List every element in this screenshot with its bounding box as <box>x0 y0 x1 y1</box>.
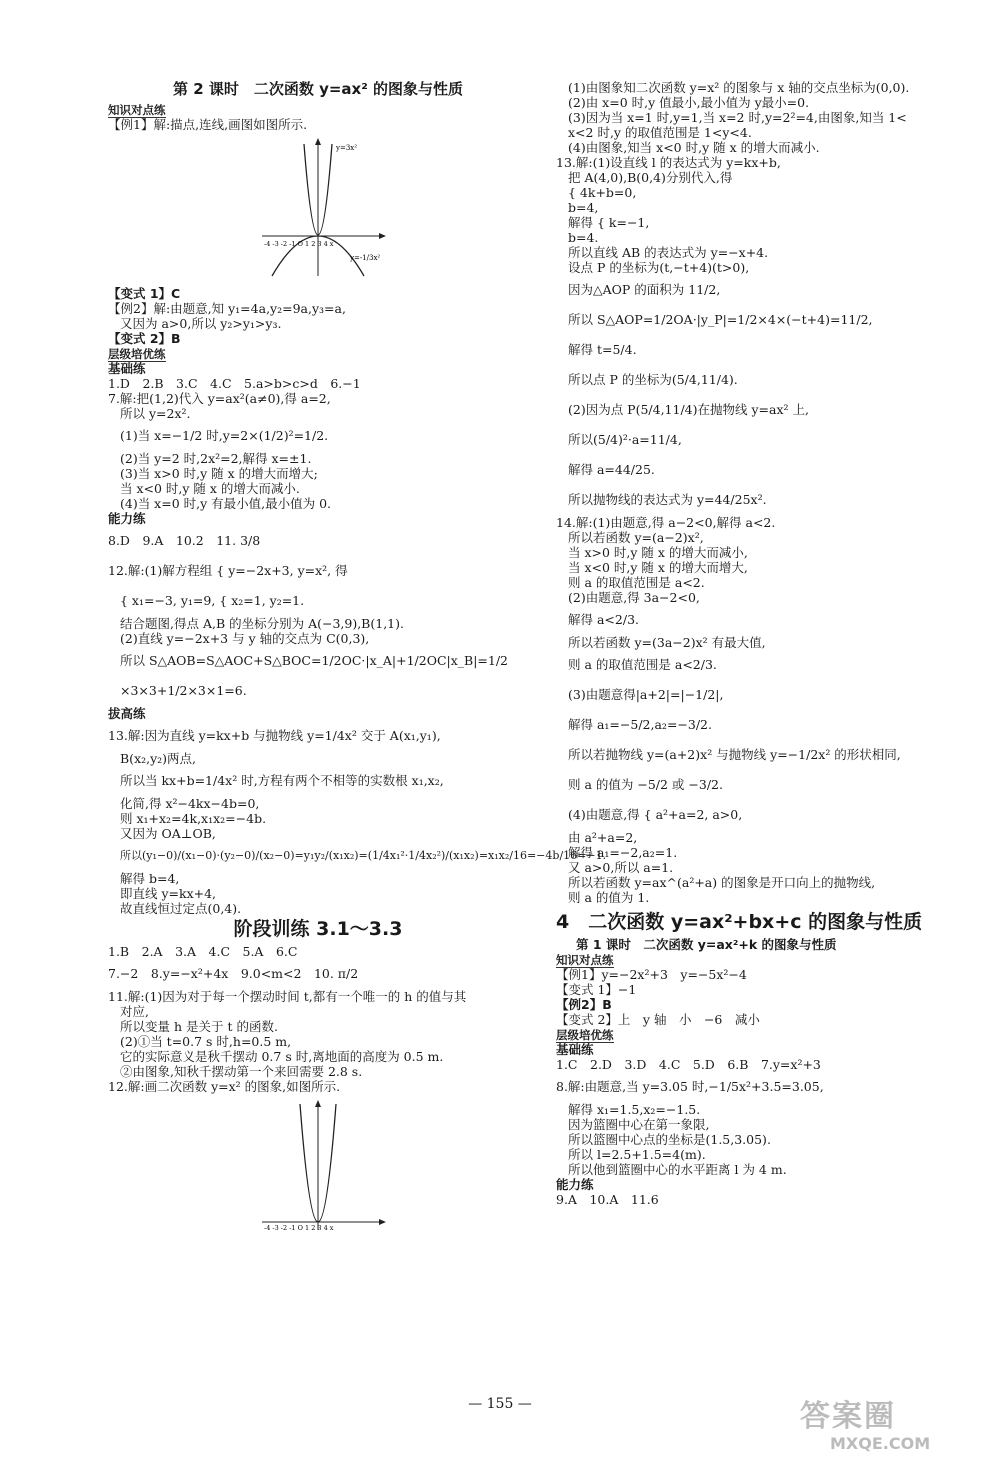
section-expand: 拔高练 <box>108 706 146 721</box>
example-2-a: 【例2】解:由题意,知 y₁=4a,y₂=9a,y₃=a, <box>108 301 346 316</box>
s11-line-5: 它的实际意义是秋千摆动 0.7 s 时,离地面的高度为 0.5 m. <box>120 1049 444 1064</box>
s11-line-1: 11.解:(1)因为对于每一个摆动时间 t,都有一个唯一的 h 的值与其 <box>108 989 467 1004</box>
r14-line-15: 由 a²+a=2, <box>568 830 638 845</box>
q7-line-5: (3)当 x>0 时,y 随 x 的增大而增大; <box>120 466 318 481</box>
q8-line-1: 8.解:由题意,当 y=3.05 时,−1/5x²+3.5=3.05, <box>556 1079 824 1094</box>
q12-line-6: ×3×3+1/2×3×1=6. <box>120 683 247 698</box>
r14-line-14: (4)由题意,得 { a²+a=2, a>0, <box>568 807 743 822</box>
parabola-graph-1 <box>258 136 388 278</box>
r13-line-11: 解得 t=5/4. <box>568 342 637 357</box>
variant-1: 【变式 1】C <box>108 286 181 301</box>
right-column <box>556 80 976 1207</box>
lesson-title: 第 2 课时 二次函数 y=ax² 的图象与性质 <box>172 80 464 98</box>
r-line-3: (3)因为当 x=1 时,y=1,当 x=2 时,y=2²=4,由图象,知当 1< <box>568 110 907 125</box>
q7-line-7: (4)当 x=0 时,y 有最小值,最小值为 0. <box>120 496 332 511</box>
section-basic-right: 基础练 <box>556 1042 594 1057</box>
r14-line-11: 解得 a₁=−5/2,a₂=−3/2. <box>568 717 712 732</box>
watermark-line-1: 答案圈 <box>800 1399 896 1434</box>
s11-line-3: 所以变量 h 是关于 t 的函数. <box>120 1019 278 1034</box>
example-1: 【例1】解:描点,连线,画图如图所示. <box>108 117 308 132</box>
r13-line-3: { 4k+b=0, <box>568 185 637 200</box>
r14-line-19: 则 a 的值为 1. <box>568 890 650 905</box>
q8-line-6: 所以他到篮圈中心的水平距离 l 为 4 m. <box>568 1162 787 1177</box>
r14-line-4: 当 x<0 时,y 随 x 的增大而增大, <box>568 560 748 575</box>
stage-title: 阶段训练 3.1～3.3 <box>233 918 403 940</box>
graph1-label-top: y=3x² <box>336 144 358 152</box>
q8-line-2: 解得 x₁=1.5,x₂=−1.5. <box>568 1102 701 1117</box>
r-line-4: x<2 时,y 的取值范围是 1<y<4. <box>568 125 752 140</box>
r13-line-9: 因为△AOP 的面积为 11/2, <box>568 282 721 297</box>
right-variant-1: 【变式 1】−1 <box>556 982 637 997</box>
q7-line-4: (2)当 y=2 时,2x²=2,解得 x=±1. <box>120 451 312 466</box>
r-line-5: (4)由图象,知当 x<0 时,y 随 x 的增大而减小. <box>568 140 820 155</box>
r13-line-5: 解得 { k=−1, <box>568 215 650 230</box>
right-variant-2: 【变式 2】上 y 轴 小 −6 减小 <box>556 1012 760 1027</box>
q12-line-4: (2)直线 y=−2x+3 与 y 轴的交点为 C(0,3), <box>120 631 370 646</box>
s11-line-6: ②由图象,知秋千摆动第一个来回需要 2.8 s. <box>120 1064 363 1079</box>
watermark-logo <box>800 1400 990 1460</box>
graph-2 <box>108 1098 528 1234</box>
q8-line-5: 所以 l=2.5+1.5=4(m). <box>568 1147 706 1162</box>
q13-line-5: 则 x₁+x₂=4k,x₁x₂=−4b. <box>120 811 267 826</box>
r13-line-15: 解得 a=44/25. <box>568 462 655 477</box>
parabola-graph-2 <box>258 1098 388 1232</box>
watermark-line-2: MXQE.COM <box>830 1434 931 1453</box>
q12-line-1: 12.解:(1)解方程组 { y=−2x+3, y=x², 得 <box>108 563 348 578</box>
section-knowledge: 知识对点练 <box>108 103 166 117</box>
r14-line-10: (3)由题意得|a+2|=|−1/2|, <box>568 687 724 702</box>
q13-line-8: 解得 b=4, <box>120 871 180 886</box>
q7-line-3: (1)当 x=−1/2 时,y=2×(1/2)²=1/2. <box>120 428 329 443</box>
stage-answers-2: 7.−2 8.y=−x²+4x 9.0<m<2 10. π/2 <box>108 966 359 981</box>
r14-line-17: 又 a>0,所以 a=1. <box>568 860 674 875</box>
r14-line-18: 所以若函数 y=ax^(a²+a) 的图象是开口向上的抛物线, <box>568 875 876 890</box>
ability-answers: 8.D 9.A 10.2 11. 3/8 <box>108 533 261 548</box>
r14-line-12: 所以若抛物线 y=(a+2)x² 与抛物线 y=−1/2x² 的形状相同, <box>568 747 901 762</box>
graph-1 <box>108 136 528 282</box>
r13-line-8: 设点 P 的坐标为(t,−t+4)(t>0), <box>568 260 750 275</box>
r13-line-10: 所以 S△AOP=1/2OA·|y_P|=1/2×4×(−t+4)=11/2, <box>568 312 873 327</box>
q13-line-7: 所以(y₁−0)/(x₁−0)·(y₂−0)/(x₂−0)=y₁y₂/(x₁x₂)=(1/4x₁²·1/4x₂²)/(x₁x₂)=x₁x₂/16=−4b/16=−1. <box>120 849 607 862</box>
r14-line-5: 则 a 的取值范围是 a<2. <box>568 575 705 590</box>
q13-line-10: 故直线恒过定点(0,4). <box>120 901 242 916</box>
section-ability-right: 能力练 <box>556 1177 594 1192</box>
r14-line-3: 当 x>0 时,y 随 x 的增大而减小, <box>568 545 748 560</box>
q8-line-4: 所以篮圈中心点的坐标是(1.5,3.05). <box>568 1132 771 1147</box>
r13-line-7: 所以直线 AB 的表达式为 y=−x+4. <box>568 245 769 260</box>
q7-line-2: 所以 y=2x². <box>120 406 191 421</box>
s11-line-2: 对应, <box>120 1004 149 1019</box>
section-knowledge-right: 知识对点练 <box>556 953 614 967</box>
r14-line-16: 解得 a₁=−2,a₂=1. <box>568 845 678 860</box>
q13-line-6: 又因为 OA⊥OB, <box>120 826 216 841</box>
stage-answers-1: 1.B 2.A 3.A 4.C 5.A 6.C <box>108 944 298 959</box>
graph1-xticks: -4 -3 -2 -1 O 1 2 3 4 x <box>264 240 334 248</box>
section-ability: 能力练 <box>108 511 146 526</box>
q13-line-3: 所以当 kx+b=1/4x² 时,方程有两个不相等的实数根 x₁,x₂, <box>120 773 444 788</box>
right-example-2: 【例2】B <box>556 997 612 1012</box>
q13-line-9: 即直线 y=kx+4, <box>120 886 217 901</box>
r14-line-9: 则 a 的取值范围是 a<2/3. <box>568 657 717 672</box>
r14-line-7: 解得 a<2/3. <box>568 612 639 627</box>
right-example-1: 【例1】y=−2x²+3 y=−5x²−4 <box>556 967 747 982</box>
lesson-1-title: 第 1 课时 二次函数 y=ax²+k 的图象与性质 <box>576 937 837 952</box>
graph2-xticks: -4 -3 -2 -1 O 1 2 3 4 x <box>264 1224 334 1232</box>
basic-answers: 1.D 2.B 3.C 4.C 5.a>b>c>d 6.−1 <box>108 376 361 391</box>
section-4-title: 4 二次函数 y=ax²+bx+c 的图象与性质 <box>556 911 923 933</box>
r-line-1: (1)由图象知二次函数 y=x² 的图象与 x 轴的交点坐标为(0,0). <box>568 80 910 95</box>
right-basic-answers: 1.C 2.D 3.D 4.C 5.D 6.B 7.y=x²+3 <box>556 1057 821 1072</box>
page-number: — 155 — <box>468 1396 532 1412</box>
r13-line-4: b=4, <box>568 200 599 215</box>
r-line-2: (2)由 x=0 时,y 值最小,最小值为 y最小=0. <box>568 95 810 110</box>
r13-line-16: 所以抛物线的表达式为 y=44/25x². <box>568 492 767 507</box>
r14-line-2: 所以若函数 y=(a−2)x², <box>568 530 704 545</box>
r13-line-6: b=4. <box>568 230 599 245</box>
q7-line-6: 当 x<0 时,y 随 x 的增大而减小. <box>120 481 300 496</box>
r13-line-2: 把 A(4,0),B(0,4)分别代入,得 <box>568 170 733 185</box>
section-level-right: 层级培优练 <box>556 1028 614 1042</box>
s12-line: 12.解:画二次函数 y=x² 的图象,如图所示. <box>108 1079 341 1094</box>
section-basic: 基础练 <box>108 361 146 376</box>
q13-line-2: B(x₂,y₂)两点, <box>120 751 197 766</box>
r14-line-8: 所以若函数 y=(3a−2)x² 有最大值, <box>568 635 766 650</box>
right-ability-answers: 9.A 10.A 11.6 <box>556 1192 659 1207</box>
q13-line-4: 化简,得 x²−4kx−4b=0, <box>120 796 260 811</box>
r13-line-12: 所以点 P 的坐标为(5/4,11/4). <box>568 372 738 387</box>
variant-2: 【变式 2】B <box>108 331 181 346</box>
section-level: 层级培优练 <box>108 347 166 361</box>
r14-line-6: (2)由题意,得 3a−2<0, <box>568 590 700 605</box>
example-2-b: 又因为 a>0,所以 y₂>y₁>y₃. <box>120 316 282 331</box>
r14-line-1: 14.解:(1)由题意,得 a−2<0,解得 a<2. <box>556 515 776 530</box>
r13-line-14: 所以(5/4)²·a=11/4, <box>568 432 682 447</box>
r13-line-1: 13.解:(1)设直线 l 的表达式为 y=kx+b, <box>556 155 781 170</box>
q12-line-2: { x₁=−3, y₁=9, { x₂=1, y₂=1. <box>120 593 305 608</box>
q13-line-1: 13.解:因为直线 y=kx+b 与抛物线 y=1/4x² 交于 A(x₁,y₁), <box>108 728 441 743</box>
q8-line-3: 因为篮圈中心在第一象限, <box>568 1117 710 1132</box>
graph1-label-bottom: y=-1/3x² <box>350 254 381 262</box>
r13-line-13: (2)因为点 P(5/4,11/4)在抛物线 y=ax² 上, <box>568 402 809 417</box>
r14-line-13: 则 a 的值为 −5/2 或 −3/2. <box>568 777 723 792</box>
s11-line-4: (2)①当 t=0.7 s 时,h=0.5 m, <box>120 1034 292 1049</box>
q12-line-5: 所以 S△AOB=S△AOC+S△BOC=1/2OC·|x_A|+1/2OC|x_B|=1/2 <box>120 653 509 668</box>
q12-line-3: 结合题图,得点 A,B 的坐标分别为 A(−3,9),B(1,1). <box>120 616 404 631</box>
q7-line-1: 7.解:把(1,2)代入 y=ax²(a≠0),得 a=2, <box>108 391 331 406</box>
